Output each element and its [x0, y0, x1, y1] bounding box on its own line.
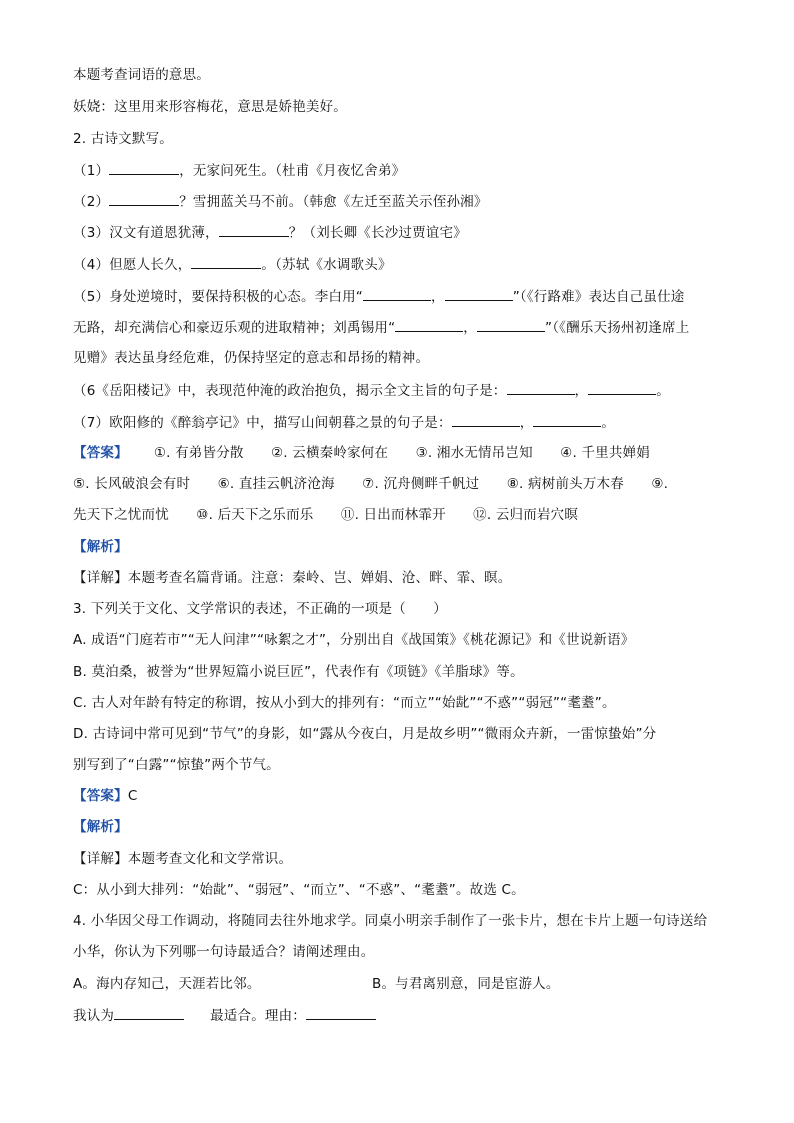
option-a: A。海内存知己，天涯若比邻。: [73, 976, 261, 992]
option-c: C. 古人对年龄有特定的称谓，按从小到大的排列有：“而立”“始龀”“不惑”“弱冠”“耄耋”。: [73, 695, 616, 711]
question-2-item-6: [73, 380, 734, 401]
item-text: 我认为: [73, 1008, 115, 1024]
text-line: 小华，你认为下列哪一句诗最适合？请阐述理由。: [73, 944, 375, 960]
question-4-heading: 4. 小华因父母工作调动，将随同去往外地求学。同桌小明亲手制作了一张卡片，想在卡片上题一句诗送给: [73, 913, 708, 929]
answer-blank[interactable]: [191, 254, 261, 269]
answer-blank[interactable]: [109, 191, 179, 206]
question-2-item-1: [73, 160, 734, 181]
answer-line: ⑤. 长风破浪会有时 ⑥. 直挂云帆济沧海 ⑦. 沉舟侧畔千帆过 ⑧. 病树前头万木春 ⑨.: [73, 476, 669, 492]
answer-blank[interactable]: [114, 1005, 184, 1020]
option-b: B. 莫泊桑，被誉为“世界短篇小说巨匠”，代表作有《项链》《羊脂球》等。: [73, 664, 524, 680]
answer-label: 【答案】: [73, 788, 128, 804]
question-2-item-4: [73, 254, 734, 275]
analysis-label: 【解析】: [73, 819, 128, 835]
item-text: （4）但愿人长久，: [73, 257, 192, 273]
option-a: A. 成语“门庭若市”“无人问津”“咏絮之才”，分别出自《战国策》《桃花源记》和《世说新语》: [73, 632, 635, 648]
comma: ，: [463, 320, 477, 336]
item-text: （7）欧阳修的《醉翁亭记》中，描写山间朝暮之景的句子是：: [73, 415, 452, 431]
item-text: ”（《行路难》表达自己虽仕途: [512, 289, 685, 305]
answer-prompt: [73, 1005, 734, 1026]
question-2-item-7: [73, 412, 734, 433]
item-text: （5）身处逆境时，要保持积极的心态。李白用“: [73, 289, 363, 305]
item-text: （3）汉文有道恩犹薄，: [73, 225, 219, 241]
answer-line: 先天下之忧而忧 ⑩. 后天下之乐而乐 ⑪. 日出而林霏开 ⑫. 云归而岩穴暝: [73, 507, 579, 523]
answer-label: 【答案】: [73, 445, 128, 461]
text-line: 妖娆：这里用来形容梅花，意思是娇艳美好。: [73, 99, 347, 115]
question-2-item-5: [73, 286, 734, 307]
answer-line: [73, 443, 734, 463]
item-text: ，无家问死生。（杜甫《月夜忆舍弟》: [179, 163, 406, 179]
answer-blank[interactable]: [109, 160, 179, 175]
item-text: ”（《酬乐天扬州初逢席上: [545, 320, 690, 336]
text-line: [73, 317, 734, 338]
detail-line: C：从小到大排列：“始龀”、“弱冠”、“而立”、“不惑”、“耄耋”。故选 C。: [73, 882, 525, 898]
item-text: ？雪拥蓝关马不前。（韩愈《左迁至蓝关示侄孙湘》: [179, 194, 488, 210]
comma: ，: [519, 415, 534, 431]
answer-blank[interactable]: [533, 412, 601, 427]
detail-line: 【详解】本题考查名篇背诵。注意：秦岭、岂、婵娟、沧、畔、霏、暝。: [73, 570, 512, 586]
text-line: 见赠》表达虽身经危难，仍保持坚定的意志和昂扬的精神。: [73, 350, 430, 366]
options-row: [73, 974, 734, 994]
question-2-item-3: [73, 222, 734, 243]
option-d: D. 古诗词中常可见到“节气”的身影，如“露从今夜白，月是故乡明”“微雨众卉新，一雷惊蛰始”分: [73, 726, 657, 742]
answer-blank[interactable]: [477, 317, 545, 332]
answer-blank[interactable]: [588, 380, 656, 395]
item-text: 。（苏轼《水调歌头》: [261, 257, 392, 273]
comma: ，: [430, 289, 445, 305]
text-line: 别写到了“白露”“惊蛰”两个节气。: [73, 757, 280, 773]
answer-blank[interactable]: [452, 412, 520, 427]
detail-line: 【详解】本题考查文化和文学常识。: [73, 851, 293, 867]
item-text: ？（刘长卿《长沙过贾谊宅》: [288, 225, 467, 241]
answer-text: ①. 有弟皆分散 ②. 云横秦岭家何在 ③. 湘水无情吊岂知 ④. 千里共婵娟: [153, 445, 650, 461]
item-text: （6《岳阳楼记》中，表现范仲淹的政治抱负，揭示全文主旨的句子是：: [73, 383, 507, 399]
answer-blank[interactable]: [445, 286, 513, 301]
period: 。: [601, 415, 616, 431]
answer-line: [73, 786, 734, 806]
answer-blank[interactable]: [219, 222, 289, 237]
item-text: 最适合。理由：: [210, 1008, 307, 1024]
answer-blank[interactable]: [395, 317, 463, 332]
item-text: 无路，却充满信心和豪迈乐观的进取精神；刘禹锡用“: [73, 320, 396, 336]
answer-blank[interactable]: [363, 286, 431, 301]
item-label: （1）: [73, 163, 110, 179]
analysis-label: 【解析】: [73, 539, 128, 555]
answer-blank[interactable]: [507, 380, 575, 395]
option-b: B。与君离别意，同是宦游人。: [372, 976, 560, 992]
answer-text: C: [127, 788, 138, 804]
answer-blank[interactable]: [306, 1005, 376, 1020]
question-3-heading: 3. 下列关于文化、文学常识的表述，不正确的一项是（ ）: [73, 601, 447, 617]
question-2-heading: 2. 古诗文默写。: [73, 131, 173, 147]
question-2-item-2: [73, 191, 734, 212]
text-line: 本题考查词语的意思。: [73, 67, 210, 83]
period: 。: [656, 383, 670, 399]
item-label: （2）: [73, 194, 110, 210]
comma: ，: [574, 383, 589, 399]
